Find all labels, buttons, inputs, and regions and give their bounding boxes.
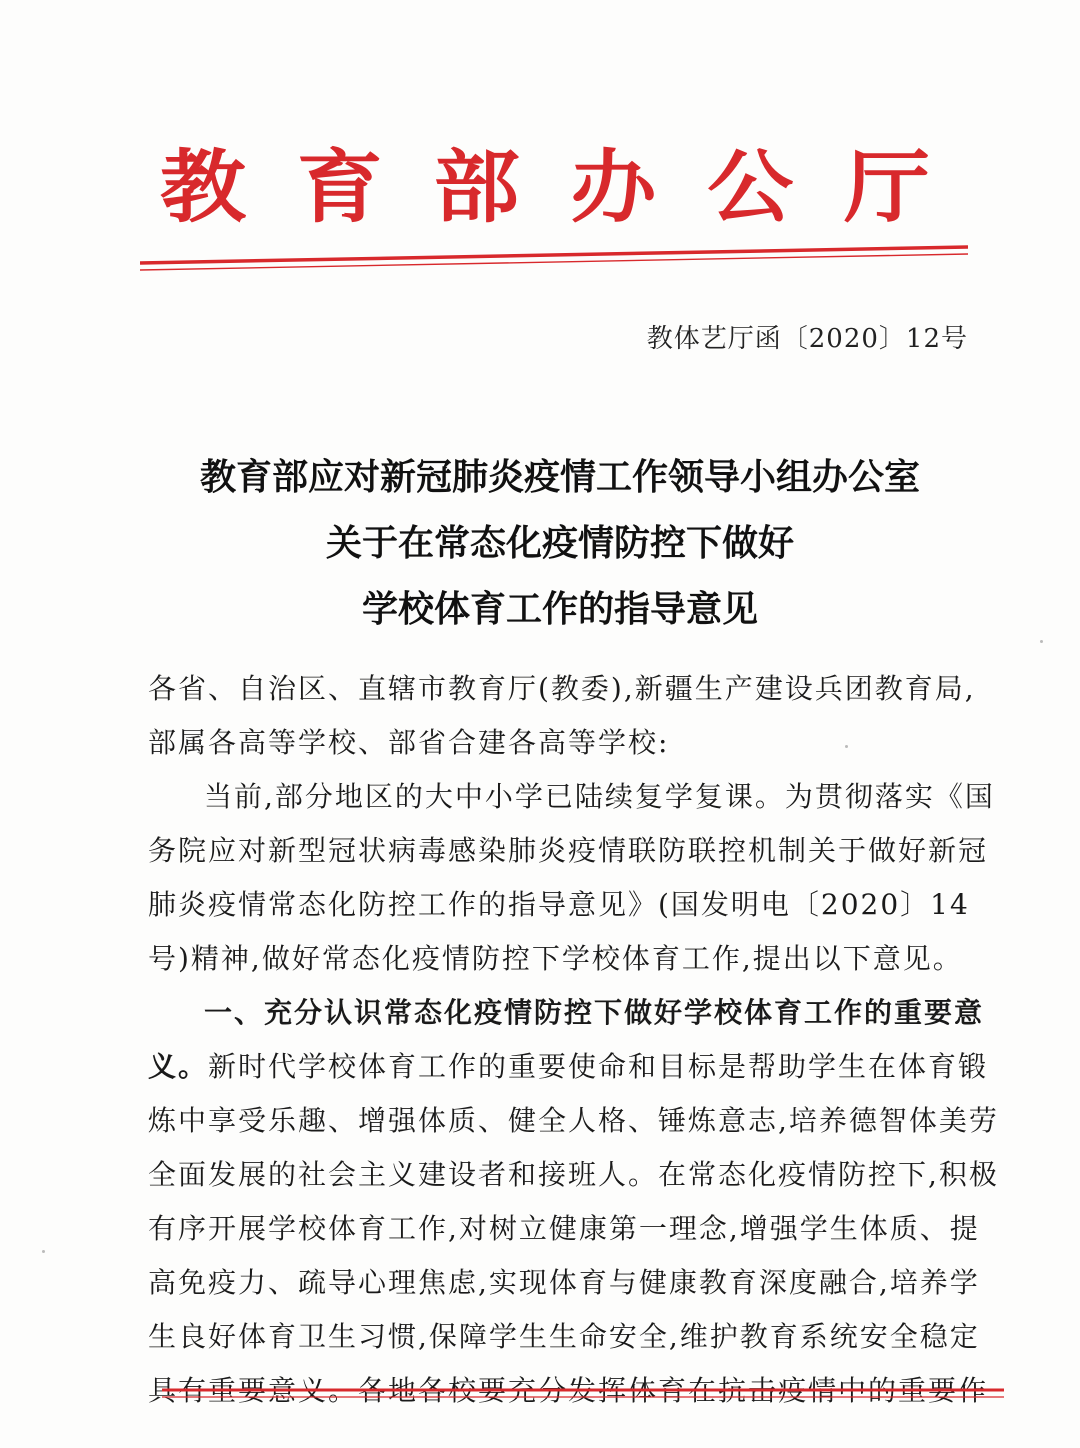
agency-header [160,140,930,235]
agency-char: 厅 [843,141,930,234]
agency-char: 公 [707,141,794,234]
paper-speck [845,745,848,748]
agency-char: 育 [296,141,383,234]
paragraph: 当前,部分地区的大中小学已陆续复学复课。为贯彻落实《国务院应对新型冠状病毒感染肺炎疫情联防联控机制关于做好新冠肺炎疫情常态化防控工作的指导意见》(国发明电〔2020〕14号)精神,做好常态化疫情防控下学校体育工作,提出以下意见。 [148,780,995,975]
document-body [148,662,1000,1418]
footer-red-rule [162,1385,1004,1405]
document-title [100,445,1020,643]
agency-char: 部 [433,141,520,234]
paper-speck [1040,640,1043,643]
addressee: 各省、自治区、直辖市教育厅(教委),新疆生产建设兵团教育局,部属各高等学校、部省合建各高等学校: [148,672,976,759]
title-line: 学校体育工作的指导意见 [361,589,758,630]
title-line: 教育部应对新冠肺炎疫情工作领导小组办公室 [199,457,920,498]
section-text: 新时代学校体育工作的重要使命和目标是帮助学生在体育锻炼中享受乐趣、增强体质、健全人格、锤炼意志,培养德智体美劳全面发展的社会主义建设者和接班人。在常态化疫情防控下,积极有序开展学校体育工作,对树立健康第一理念,增强学生体质、提高免疫力、疏导心理焦虑,实现体育与健康教育深度融合,培养学生良好体育卫生习惯,保障学生生命安全,维护教育系统安全稳定具有重要意义。各地各校要充分发挥体育在抗击疫情中的重要作 [148,1050,999,1407]
agency-char: 教 [160,141,246,234]
title-line: 关于在常态化疫情防控下做好 [325,523,794,564]
paper-speck [42,1250,45,1253]
header-red-rule [140,243,968,273]
section-heading: 一、充分认识常态化疫情防控下做好学校体育工作的重要意义。 [148,996,985,1083]
agency-char: 办 [570,141,657,234]
section-paragraph [148,986,1000,1418]
document-number: 教体艺厅函〔2020〕12号 [646,324,968,354]
